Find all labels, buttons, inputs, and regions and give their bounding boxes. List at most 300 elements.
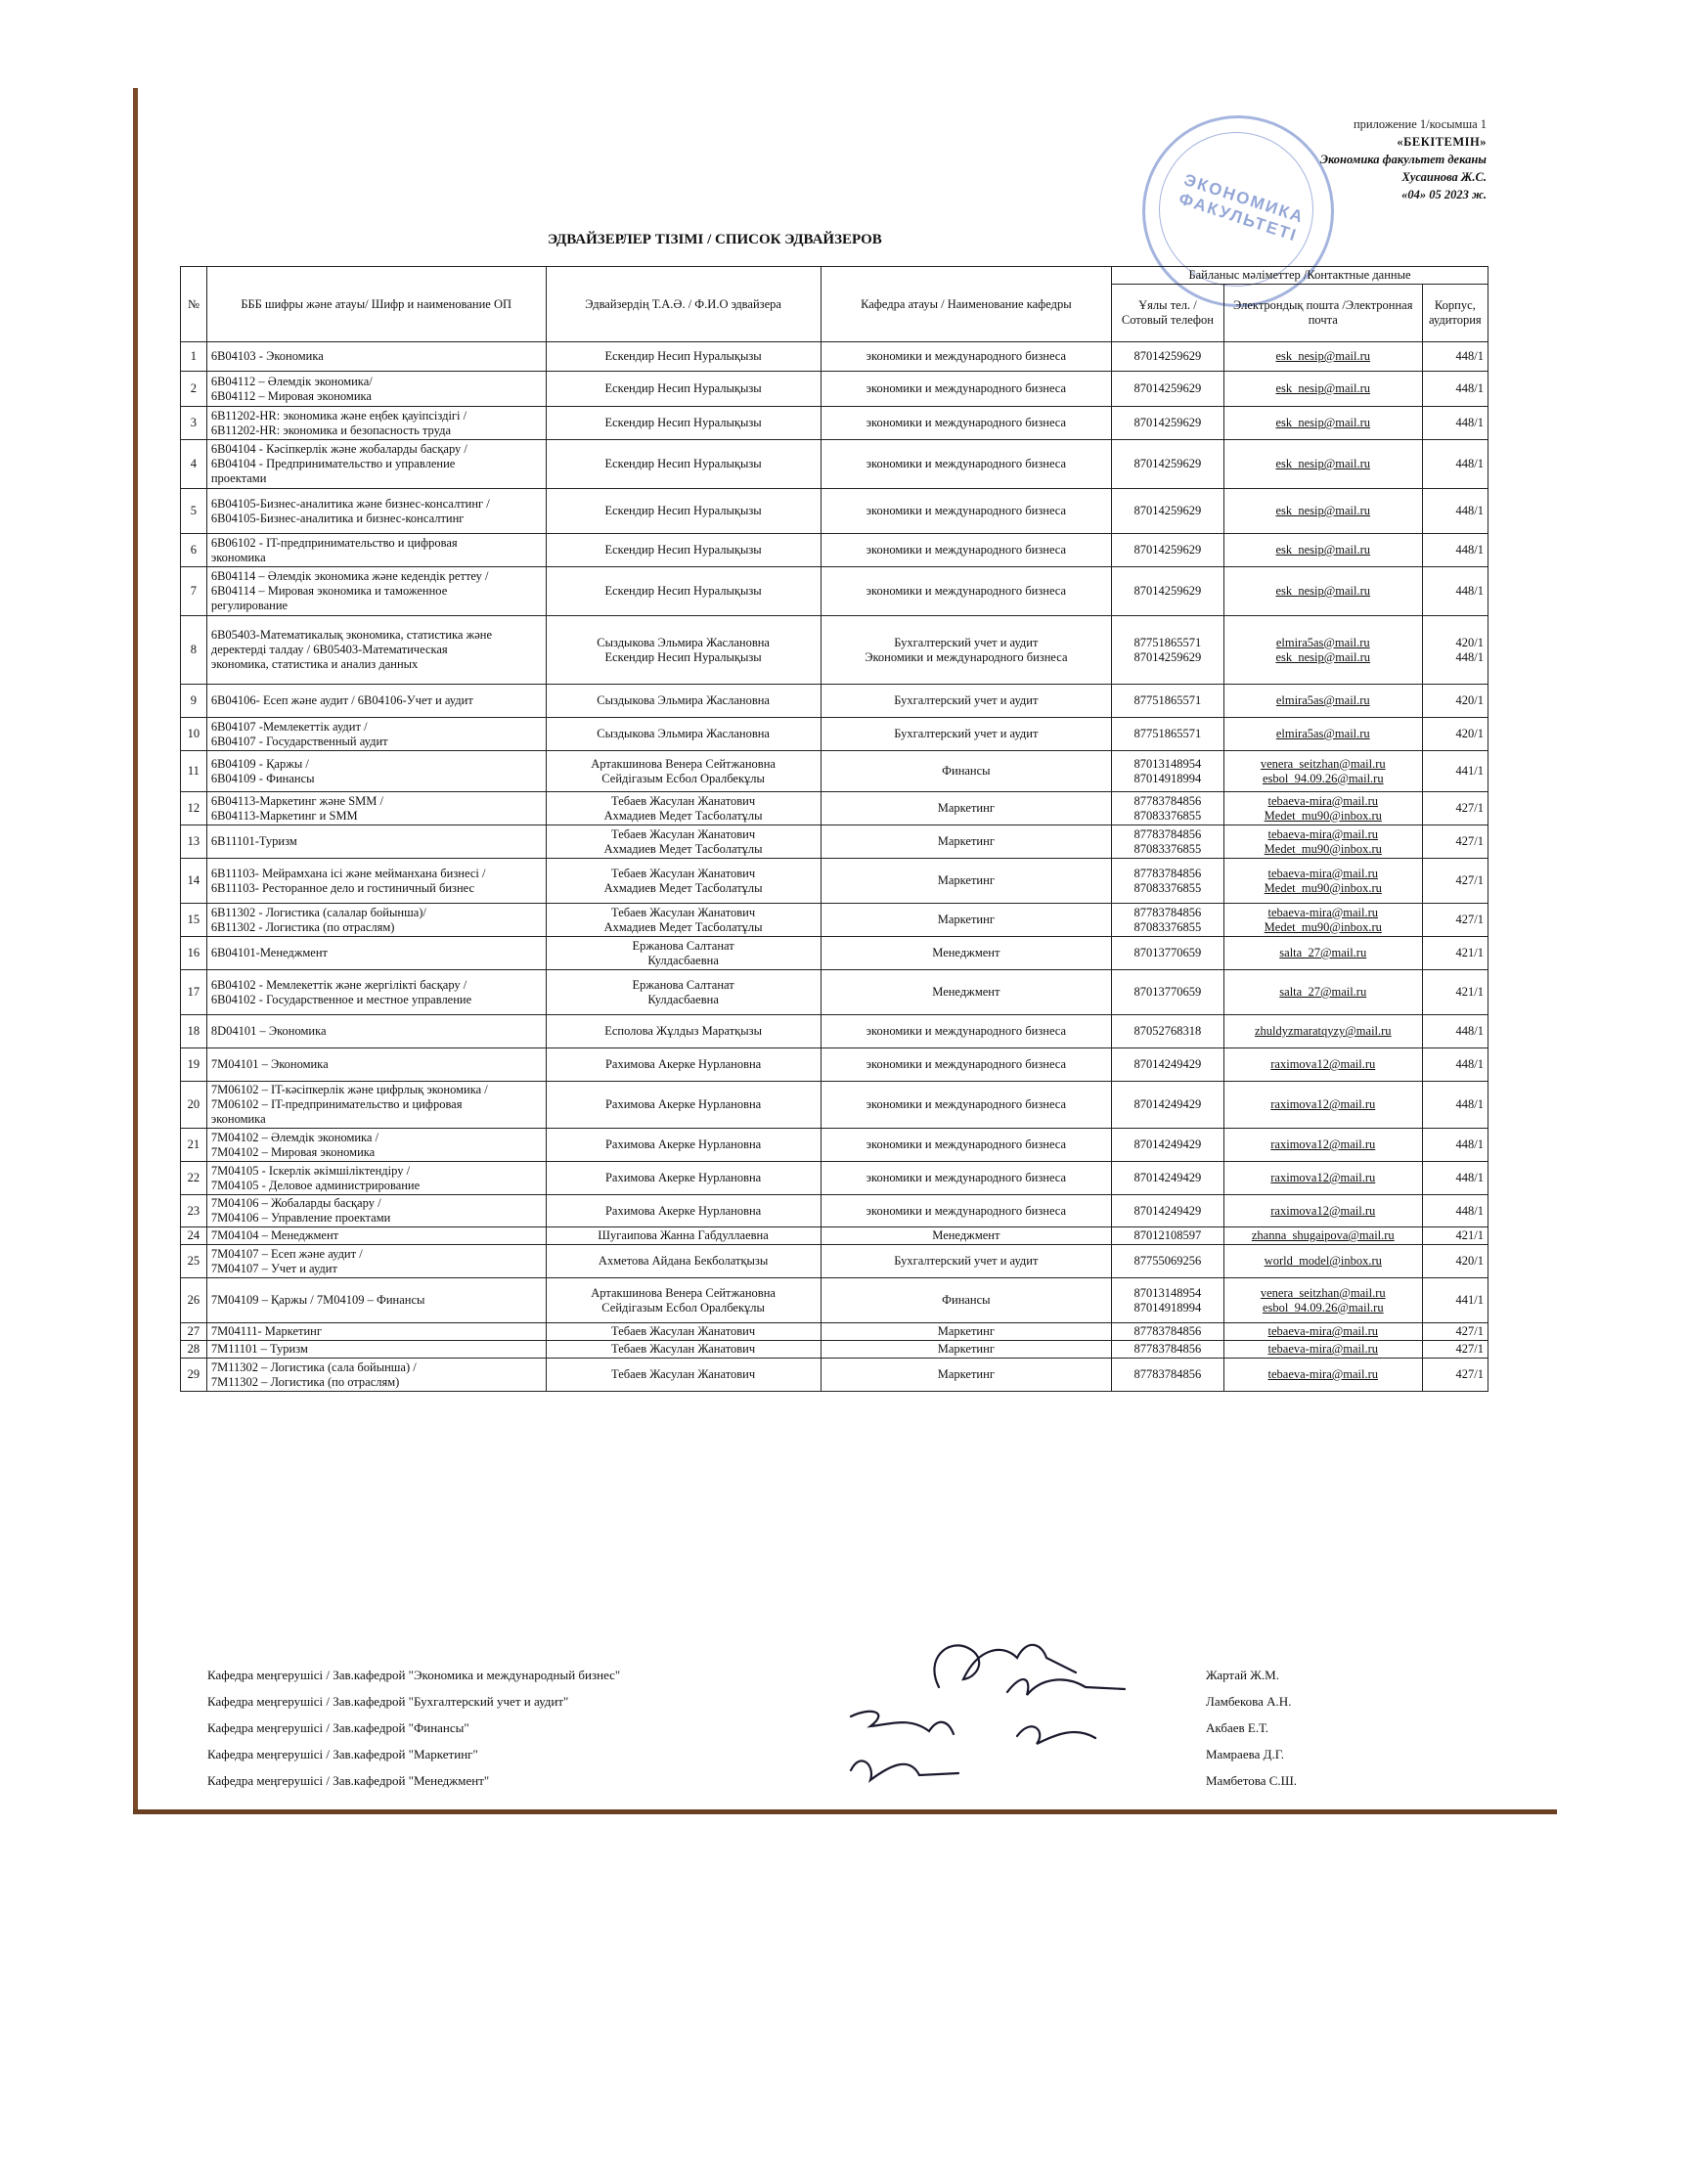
row-number xyxy=(181,407,207,440)
row-number-line: 11 xyxy=(187,764,200,778)
program-cell xyxy=(206,1162,546,1195)
phone-cell-line: 87083376855 xyxy=(1133,841,1202,856)
room-cell-line: 427/1 xyxy=(1455,1367,1484,1381)
room-cell-line: 420/1 xyxy=(1455,727,1484,740)
adviser-name-cell-line: Ескендир Несип Нуралықызы xyxy=(604,543,762,557)
email-cell xyxy=(1223,1048,1422,1082)
signature-row xyxy=(207,1720,1479,1747)
phone-cell-line: 87783784856 xyxy=(1133,1324,1202,1338)
email-cell-line: elmira5as@mail.ru xyxy=(1275,693,1370,707)
signature-role: Кафедра меңгерушісі / Зав.кафедрой "Бухгалтерский учет и аудит" xyxy=(207,1694,569,1709)
department-cell-line: экономики и международного бизнеса xyxy=(866,1024,1067,1038)
adviser-name-cell-line: Рахимова Акерке Нурлановна xyxy=(604,1137,762,1151)
program-cell-line: 7М04105 - Деловое администрирование xyxy=(210,1178,421,1192)
email-cell-line: esk_nesip@mail.ru xyxy=(1275,416,1371,429)
adviser-name-cell xyxy=(546,342,821,372)
adviser-name-cell xyxy=(546,616,821,685)
program-cell xyxy=(206,937,546,970)
approval-heading: «БЕКІТЕМІН» xyxy=(1397,135,1487,149)
room-cell xyxy=(1422,1048,1488,1082)
program-cell-line: 6В04114 – Мировая экономика и таможенное xyxy=(210,584,448,598)
adviser-name-cell-line: Сыздыкова Эльмира Жаслановна xyxy=(597,693,770,707)
email-cell xyxy=(1223,407,1422,440)
program-cell xyxy=(206,567,546,616)
row-number xyxy=(181,1195,207,1227)
adviser-name-cell-line: Ахмадиев Медет Тасболатұлы xyxy=(603,841,763,856)
phone-cell-line: 87783784856 xyxy=(1133,1367,1202,1381)
adviser-name-cell-line: Шугаипова Жанна Габдуллаевна xyxy=(598,1228,769,1242)
program-cell-line: 6В04103 - Экономика xyxy=(210,349,324,363)
phone-cell xyxy=(1112,1129,1224,1162)
table-row xyxy=(181,685,1488,718)
phone-cell-line: 87013148954 xyxy=(1133,756,1202,771)
table-row xyxy=(181,1227,1488,1245)
program-cell-line: 6В04112 – Әлемдік экономика/ xyxy=(210,374,373,388)
department-cell xyxy=(821,1082,1111,1129)
program-cell-line: 7М04107 – Учет и аудит xyxy=(210,1261,337,1275)
phone-cell xyxy=(1112,904,1224,937)
adviser-name-cell-line: Артакшинова Венера Сейтжановна xyxy=(591,756,776,771)
email-cell-line: world_model@inbox.ru xyxy=(1264,1254,1382,1268)
adviser-name-cell-line: Ескендир Несип Нуралықызы xyxy=(604,381,762,395)
row-number xyxy=(181,859,207,904)
email-cell xyxy=(1223,489,1422,534)
table-row xyxy=(181,616,1488,685)
adviser-name-cell xyxy=(546,792,821,825)
program-cell-line: 6В11103- Мейрамхана ісі және мейманхана бизнесі / xyxy=(210,866,486,880)
phone-cell-line: 87755069256 xyxy=(1133,1254,1202,1268)
program-cell-line: 6В04109 - Қаржы / xyxy=(210,756,309,771)
row-number-line: 1 xyxy=(190,349,198,363)
room-cell-line: 448/1 xyxy=(1455,1097,1484,1111)
row-number-line: 8 xyxy=(190,643,198,656)
email-cell xyxy=(1223,616,1422,685)
phone-cell xyxy=(1112,1323,1224,1341)
table-row xyxy=(181,1195,1488,1227)
program-cell-line: 7М11101 – Туризм xyxy=(210,1342,308,1356)
approval-appendix: приложение 1/косымша 1 xyxy=(1353,117,1487,131)
email-cell xyxy=(1223,792,1422,825)
signature-row xyxy=(207,1668,1479,1694)
adviser-name-cell-line: Рахимова Акерке Нурлановна xyxy=(604,1203,762,1218)
program-cell-line: 6В04109 - Финансы xyxy=(210,771,315,785)
program-cell xyxy=(206,904,546,937)
department-cell-line: экономики и международного бизнеса xyxy=(866,543,1067,557)
adviser-name-cell-line: Ескендир Несип Нуралықызы xyxy=(604,649,762,664)
table-row xyxy=(181,567,1488,616)
email-cell-line: Medet_mu90@inbox.ru xyxy=(1264,919,1382,934)
program-cell xyxy=(206,1323,546,1341)
adviser-name-cell-line: Тебаев Жасулан Жанатович xyxy=(611,793,756,808)
program-cell-line: 6В04114 – Әлемдік экономика және кедендік реттеу / xyxy=(210,569,489,583)
phone-cell xyxy=(1112,718,1224,751)
program-cell-line: 6В04104 - Предпринимательство и управление xyxy=(210,457,456,470)
department-cell xyxy=(821,1195,1111,1227)
adviser-name-cell-line: Сыздыкова Эльмира Жаслановна xyxy=(597,635,770,649)
email-cell xyxy=(1223,1359,1422,1392)
row-number xyxy=(181,1129,207,1162)
row-number-line: 16 xyxy=(187,946,200,959)
program-cell-line: 6В04113-Маркетинг и SMM xyxy=(210,808,358,823)
department-cell xyxy=(821,859,1111,904)
header-department: Кафедра атауы / Наименование кафедры xyxy=(821,267,1111,342)
adviser-name-cell xyxy=(546,1341,821,1359)
phone-cell xyxy=(1112,616,1224,685)
email-cell xyxy=(1223,1015,1422,1048)
phone-cell-line: 87014259629 xyxy=(1133,504,1202,517)
phone-cell-line: 87783784856 xyxy=(1133,905,1202,919)
phone-cell-line: 87012108597 xyxy=(1133,1228,1202,1242)
program-cell-line: 6В04104 - Кәсіпкерлік және жобаларды басқару / xyxy=(210,442,467,456)
row-number-line: 14 xyxy=(187,873,200,887)
department-cell-line: Экономики и международного бизнеса xyxy=(865,649,1068,664)
program-cell xyxy=(206,792,546,825)
adviser-name-cell-line: Ескендир Несип Нуралықызы xyxy=(604,457,762,470)
table-row xyxy=(181,407,1488,440)
adviser-name-cell-line: Есполова Жұлдыз Маратқызы xyxy=(604,1024,762,1038)
department-cell xyxy=(821,825,1111,859)
adviser-name-cell xyxy=(546,1323,821,1341)
adviser-name-cell-line: Сейдігазым Есбол Оралбекұлы xyxy=(601,1300,765,1315)
email-cell-line: esk_nesip@mail.ru xyxy=(1275,457,1371,470)
adviser-name-cell xyxy=(546,751,821,792)
row-number xyxy=(181,1048,207,1082)
program-cell-line: 7М06102 – IT-кәсіпкерлік және цифрлық экономика / xyxy=(210,1083,488,1096)
department-cell-line: экономики и международного бизнеса xyxy=(866,1171,1067,1184)
email-cell-line: tebaeva-mira@mail.ru xyxy=(1267,826,1379,841)
table-row xyxy=(181,792,1488,825)
email-cell-line: salta_27@mail.ru xyxy=(1279,985,1367,999)
room-cell xyxy=(1422,372,1488,407)
adviser-name-cell-line: Тебаев Жасулан Жанатович xyxy=(611,1367,756,1381)
signature-role: Кафедра меңгерушісі / Зав.кафедрой "Финансы" xyxy=(207,1720,469,1735)
phone-cell-line: 87083376855 xyxy=(1133,919,1202,934)
row-number xyxy=(181,1278,207,1323)
phone-cell xyxy=(1112,440,1224,489)
phone-cell-line: 87014259629 xyxy=(1133,543,1202,557)
program-cell xyxy=(206,970,546,1015)
room-cell xyxy=(1422,1359,1488,1392)
program-cell-line: 7М04106 – Жобаларды басқару / xyxy=(210,1196,381,1210)
room-cell xyxy=(1422,718,1488,751)
program-cell-line: 7М04104 – Менеджмент xyxy=(210,1228,339,1242)
room-cell xyxy=(1422,685,1488,718)
adviser-name-cell-line: Ержанова Салтанат xyxy=(632,977,734,992)
phone-cell-line: 87083376855 xyxy=(1133,808,1202,823)
phone-cell-line: 87014259629 xyxy=(1133,349,1202,363)
program-cell-line: 7М04106 – Управление проектами xyxy=(210,1211,391,1225)
table-row xyxy=(181,751,1488,792)
table-row xyxy=(181,534,1488,567)
phone-cell xyxy=(1112,1227,1224,1245)
phone-cell xyxy=(1112,1341,1224,1359)
room-cell xyxy=(1422,440,1488,489)
email-cell-line: zhanna_shugaipova@mail.ru xyxy=(1251,1228,1395,1242)
program-cell xyxy=(206,1341,546,1359)
department-cell-line: Маркетинг xyxy=(937,1342,995,1356)
adviser-name-cell xyxy=(546,567,821,616)
room-cell xyxy=(1422,1195,1488,1227)
adviser-name-cell xyxy=(546,825,821,859)
row-number xyxy=(181,904,207,937)
room-cell-line: 448/1 xyxy=(1455,1203,1484,1218)
program-cell-line: 6В11103- Ресторанное дело и гостиничный бизнес xyxy=(210,880,475,895)
email-cell xyxy=(1223,859,1422,904)
row-number-line: 25 xyxy=(187,1254,200,1268)
room-cell xyxy=(1422,1082,1488,1129)
phone-cell-line: 87013770659 xyxy=(1133,946,1202,959)
department-cell xyxy=(821,1245,1111,1278)
department-cell-line: экономики и международного бизнеса xyxy=(866,416,1067,429)
room-cell-line: 421/1 xyxy=(1455,985,1484,999)
program-cell-line: 6В11101-Туризм xyxy=(210,834,297,848)
department-cell-line: Бухгалтерский учет и аудит xyxy=(894,635,1039,649)
adviser-name-cell-line: Кулдасбаевна xyxy=(647,953,719,967)
phone-cell xyxy=(1112,489,1224,534)
row-number xyxy=(181,534,207,567)
program-cell-line: экономика xyxy=(210,550,266,564)
email-cell xyxy=(1223,937,1422,970)
department-cell xyxy=(821,904,1111,937)
program-cell-line: 8D04101 – Экономика xyxy=(210,1024,327,1038)
department-cell xyxy=(821,1341,1111,1359)
program-cell-line: 6В04112 – Мировая экономика xyxy=(210,388,372,403)
email-cell xyxy=(1223,567,1422,616)
signature-name: Ламбекова А.Н. xyxy=(1206,1694,1292,1709)
phone-cell-line: 87783784856 xyxy=(1133,793,1202,808)
phone-cell-line: 87783784856 xyxy=(1133,826,1202,841)
signatures-block xyxy=(207,1668,1479,1800)
row-number-line: 23 xyxy=(187,1203,200,1218)
phone-cell-line: 87783784856 xyxy=(1133,866,1202,880)
phone-cell xyxy=(1112,1082,1224,1129)
adviser-name-cell-line: Ержанова Салтанат xyxy=(632,938,734,953)
table-row xyxy=(181,1015,1488,1048)
table-row xyxy=(181,1129,1488,1162)
phone-cell-line: 87014259629 xyxy=(1133,381,1202,395)
row-number-line: 24 xyxy=(187,1228,200,1242)
room-cell xyxy=(1422,1278,1488,1323)
adviser-name-cell xyxy=(546,534,821,567)
table-row xyxy=(181,1341,1488,1359)
phone-cell xyxy=(1112,970,1224,1015)
adviser-name-cell xyxy=(546,970,821,1015)
row-number-line: 13 xyxy=(187,834,200,848)
department-cell-line: Маркетинг xyxy=(937,834,995,848)
row-number xyxy=(181,1341,207,1359)
adviser-name-cell xyxy=(546,1195,821,1227)
adviser-name-cell-line: Сейдігазым Есбол Оралбекұлы xyxy=(601,771,765,785)
room-cell-line: 448/1 xyxy=(1455,584,1484,598)
signature-name: Акбаев Е.Т. xyxy=(1206,1720,1269,1735)
room-cell-line: 448/1 xyxy=(1455,416,1484,429)
row-number-line: 15 xyxy=(187,913,200,926)
table-row xyxy=(181,1082,1488,1129)
row-number-line: 4 xyxy=(190,457,198,470)
room-cell xyxy=(1422,1162,1488,1195)
email-cell-line: esk_nesip@mail.ru xyxy=(1275,381,1371,395)
row-number xyxy=(181,685,207,718)
phone-cell-line: 87014249429 xyxy=(1133,1171,1202,1184)
program-cell-line: 6В11302 - Логистика (по отраслям) xyxy=(210,919,395,934)
email-cell-line: salta_27@mail.ru xyxy=(1279,946,1367,959)
phone-cell xyxy=(1112,1015,1224,1048)
table-row xyxy=(181,937,1488,970)
table-row xyxy=(181,440,1488,489)
table-row xyxy=(181,904,1488,937)
program-cell xyxy=(206,1082,546,1129)
room-cell xyxy=(1422,342,1488,372)
room-cell-line: 448/1 xyxy=(1455,1137,1484,1151)
row-number-line: 7 xyxy=(190,584,198,598)
email-cell xyxy=(1223,970,1422,1015)
table-row xyxy=(181,1323,1488,1341)
room-cell-line: 448/1 xyxy=(1455,1171,1484,1184)
email-cell-line: elmira5as@mail.ru xyxy=(1275,635,1370,649)
signature-row xyxy=(207,1773,1479,1800)
department-cell xyxy=(821,751,1111,792)
row-number xyxy=(181,1245,207,1278)
department-cell-line: экономики и международного бизнеса xyxy=(866,349,1067,363)
table-row xyxy=(181,1048,1488,1082)
row-number-line: 5 xyxy=(190,504,198,517)
adviser-name-cell xyxy=(546,1048,821,1082)
signature-role: Кафедра меңгерушісі / Зав.кафедрой "Менеджмент" xyxy=(207,1773,490,1788)
table-row xyxy=(181,1278,1488,1323)
adviser-name-cell-line: Ескендир Несип Нуралықызы xyxy=(604,584,762,598)
program-cell xyxy=(206,1195,546,1227)
row-number-line: 28 xyxy=(187,1342,200,1356)
email-cell-line: raximova12@mail.ru xyxy=(1270,1171,1376,1184)
room-cell xyxy=(1422,1227,1488,1245)
program-cell-line: 6В06102 - IT-предпринимательство и цифровая xyxy=(210,535,458,550)
department-cell xyxy=(821,937,1111,970)
adviser-name-cell-line: Тебаев Жасулан Жанатович xyxy=(611,905,756,919)
room-cell xyxy=(1422,1323,1488,1341)
phone-cell xyxy=(1112,859,1224,904)
phone-cell xyxy=(1112,567,1224,616)
email-cell-line: tebaeva-mira@mail.ru xyxy=(1267,1367,1379,1381)
room-cell xyxy=(1422,751,1488,792)
department-cell-line: экономики и международного бизнеса xyxy=(866,1057,1067,1071)
department-cell-line: Бухгалтерский учет и аудит xyxy=(894,1254,1039,1268)
room-cell-line: 448/1 xyxy=(1455,349,1484,363)
row-number-line: 9 xyxy=(190,693,198,707)
program-cell-line: 7М04102 – Мировая экономика xyxy=(210,1144,376,1159)
row-number xyxy=(181,825,207,859)
email-cell-line: tebaeva-mira@mail.ru xyxy=(1267,1324,1379,1338)
department-cell-line: экономики и международного бизнеса xyxy=(866,1137,1067,1151)
row-number xyxy=(181,342,207,372)
row-number xyxy=(181,1359,207,1392)
program-cell-line: 6В04102 - Мемлекеттік және жергілікті басқару / xyxy=(210,977,467,992)
program-cell xyxy=(206,440,546,489)
table-row xyxy=(181,372,1488,407)
department-cell xyxy=(821,685,1111,718)
row-number-line: 6 xyxy=(190,543,198,557)
document-title: ЭДВАЙЗЕРЛЕР ТІЗІМІ / СПИСОК ЭДВАЙЗЕРОВ xyxy=(548,232,882,247)
paper-edge-left xyxy=(133,88,138,1811)
email-cell xyxy=(1223,685,1422,718)
phone-cell-line: 87014259629 xyxy=(1133,649,1202,664)
signature-row xyxy=(207,1694,1479,1720)
adviser-name-cell xyxy=(546,1129,821,1162)
row-number xyxy=(181,567,207,616)
row-number xyxy=(181,792,207,825)
department-cell xyxy=(821,1015,1111,1048)
phone-cell-line: 87013770659 xyxy=(1133,985,1202,999)
department-cell-line: Маркетинг xyxy=(937,873,995,887)
table-row xyxy=(181,1359,1488,1392)
header-num: № xyxy=(181,267,207,342)
room-cell-line: 427/1 xyxy=(1455,1342,1484,1356)
row-number xyxy=(181,372,207,407)
program-cell-line: экономика, статистика и анализ данных xyxy=(210,657,419,671)
signature-name: Жартай Ж.М. xyxy=(1206,1668,1279,1682)
room-cell xyxy=(1422,616,1488,685)
row-number-line: 17 xyxy=(187,985,200,999)
phone-cell xyxy=(1112,534,1224,567)
row-number-line: 10 xyxy=(187,727,200,740)
program-cell-line: 7М04109 – Қаржы / 7М04109 – Финансы xyxy=(210,1293,425,1307)
program-cell-line: 6В04106- Есеп және аудит / 6В04106-Учет и аудит xyxy=(210,693,473,707)
adviser-name-cell xyxy=(546,685,821,718)
department-cell-line: экономики и международного бизнеса xyxy=(866,1097,1067,1111)
phone-cell-line: 87014259629 xyxy=(1133,584,1202,598)
email-cell-line: esk_nesip@mail.ru xyxy=(1275,649,1371,664)
email-cell xyxy=(1223,1227,1422,1245)
program-cell-line: 6В11202-HR: экономика және еңбек қауіпсіздігі / xyxy=(210,408,467,423)
room-cell-line: 421/1 xyxy=(1455,946,1484,959)
phone-cell xyxy=(1112,1278,1224,1323)
row-number xyxy=(181,937,207,970)
room-cell xyxy=(1422,1129,1488,1162)
department-cell-line: экономики и международного бизнеса xyxy=(866,584,1067,598)
row-number-line: 3 xyxy=(190,416,198,429)
adviser-name-cell xyxy=(546,407,821,440)
room-cell-line: 441/1 xyxy=(1455,764,1484,778)
row-number-line: 27 xyxy=(187,1324,200,1338)
row-number-line: 18 xyxy=(187,1024,200,1038)
email-cell-line: esk_nesip@mail.ru xyxy=(1275,543,1371,557)
program-cell-line: 6В05403-Математикалық экономика, статистика және xyxy=(210,628,493,642)
room-cell-line: 427/1 xyxy=(1455,1324,1484,1338)
room-cell xyxy=(1422,1015,1488,1048)
department-cell xyxy=(821,616,1111,685)
department-cell-line: Менеджмент xyxy=(932,985,1000,999)
email-cell xyxy=(1223,1245,1422,1278)
program-cell-line: 7М06102 – IT-предпринимательство и цифровая xyxy=(210,1097,463,1111)
approval-dean-name: Хусаинова Ж.С. xyxy=(1401,170,1487,184)
department-cell-line: Бухгалтерский учет и аудит xyxy=(894,693,1039,707)
room-cell xyxy=(1422,904,1488,937)
room-cell xyxy=(1422,859,1488,904)
email-cell-line: esk_nesip@mail.ru xyxy=(1275,349,1371,363)
program-cell xyxy=(206,534,546,567)
email-cell-line: tebaeva-mira@mail.ru xyxy=(1267,866,1379,880)
email-cell xyxy=(1223,342,1422,372)
program-cell-line: 7М04105 - Іскерлік әкімшіліктендіру / xyxy=(210,1163,411,1178)
email-cell xyxy=(1223,372,1422,407)
signature-role: Кафедра меңгерушісі / Зав.кафедрой "Экономика и международный бизнес" xyxy=(207,1668,621,1682)
phone-cell xyxy=(1112,792,1224,825)
department-cell xyxy=(821,407,1111,440)
adviser-name-cell-line: Тебаев Жасулан Жанатович xyxy=(611,1324,756,1338)
header-email: Электрондық пошта /Электронная почта xyxy=(1223,285,1422,342)
program-cell xyxy=(206,372,546,407)
phone-cell xyxy=(1112,937,1224,970)
phone-cell-line: 87783784856 xyxy=(1133,1342,1202,1356)
